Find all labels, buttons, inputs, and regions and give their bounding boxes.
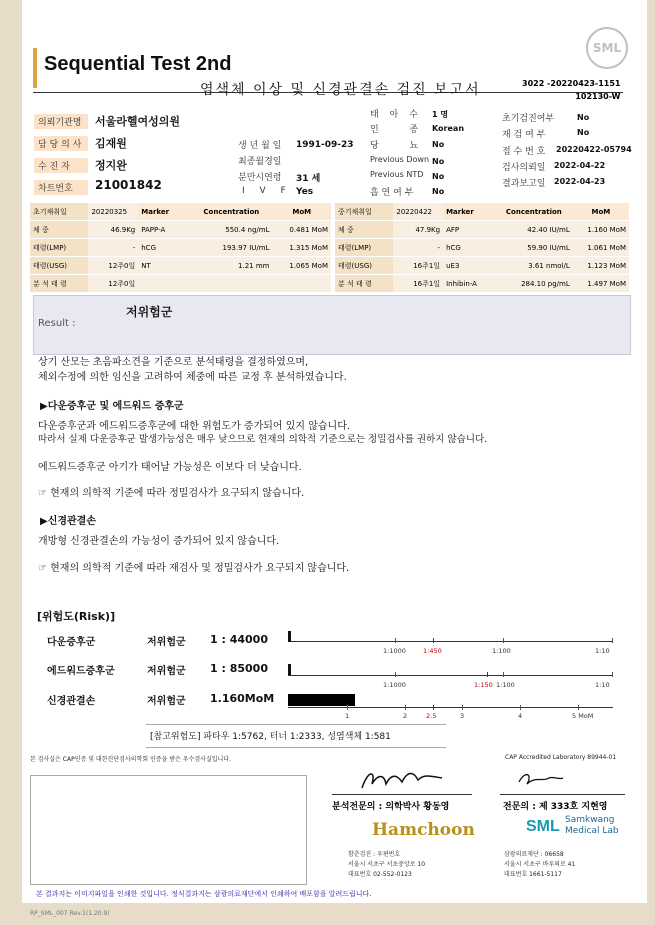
first-check-value: No bbox=[577, 113, 590, 122]
retest-value: No bbox=[577, 128, 590, 137]
ntd-tick bbox=[578, 705, 579, 710]
analyst-signature-icon bbox=[358, 766, 448, 794]
body-line-5: 에드워드증후군 아기가 태어날 가능성은 이보다 더 낮습니다. bbox=[38, 462, 302, 473]
footer-notice: 본 결과지는 이미지파일을 인쇄한 것입니다. 정식결과지는 삼광의료재단에서 인쇄하여 배포함을 알려드립니다. bbox=[36, 890, 372, 898]
ft-value: 20220325 bbox=[88, 203, 138, 221]
body-line-8: ☞ 현재의 의학적 기준에 따라 재검사 및 정밀검사가 요구되지 않습니다. bbox=[38, 563, 350, 574]
sml-logo-text: SML bbox=[526, 818, 560, 835]
down-tick bbox=[612, 638, 613, 643]
ntd-tick-label: 5 MoM bbox=[572, 712, 594, 720]
st-value: 20220422 bbox=[393, 203, 443, 221]
chart-value: 21001842 bbox=[95, 178, 162, 192]
ft-mom: 0.481 MoM bbox=[273, 221, 332, 239]
fetus-label: 태 아 수 bbox=[370, 110, 422, 120]
edwards-tick bbox=[395, 672, 396, 677]
document-number bbox=[522, 77, 621, 103]
table-row bbox=[335, 275, 629, 293]
table-row bbox=[335, 203, 629, 221]
expert-signature-icon bbox=[515, 768, 565, 790]
st-conc: 59.90 IU/mL bbox=[495, 239, 573, 257]
ft-marker: NT bbox=[138, 257, 190, 275]
report-date-label: 결과보고일 bbox=[502, 179, 546, 189]
st-value: 16주1일 bbox=[393, 257, 443, 275]
ntd-tick-label: 2 bbox=[403, 712, 408, 720]
down-tick-label-cutoff: 1:450 bbox=[423, 647, 442, 655]
sml-logo-icon: SML bbox=[586, 27, 628, 69]
analyst-name: 분석전문의 : 의학박사 황동영 bbox=[332, 802, 450, 812]
st-conc: 284.10 pg/mL bbox=[495, 275, 573, 293]
table-row bbox=[335, 239, 629, 257]
st-conc: 3.61 nmol/L bbox=[495, 257, 573, 275]
edwards-risk-marker bbox=[288, 664, 291, 675]
down-tick-label: 1:10 bbox=[595, 647, 610, 655]
age-value: 31 세 bbox=[296, 174, 321, 184]
lmp-label: 최종월경일 bbox=[238, 157, 282, 167]
ntd-risk-name: 신경관결손 bbox=[47, 696, 96, 707]
ntd-tick-label: 1 bbox=[345, 712, 350, 720]
ft-conc bbox=[190, 275, 272, 293]
ft-value: 12주0일 bbox=[88, 257, 138, 275]
st-marker: AFP bbox=[443, 221, 495, 239]
result-label: Result : bbox=[38, 318, 76, 329]
age-label: 분만시연령 bbox=[238, 173, 282, 183]
down-risk-name: 다운증후군 bbox=[47, 637, 96, 648]
st-label: 중기채취일 bbox=[335, 203, 393, 221]
edwards-risk-value: 1 : 85000 bbox=[210, 662, 268, 675]
ntd-mom-bar bbox=[288, 694, 355, 706]
first-check-label: 초기검진여부 bbox=[502, 114, 555, 124]
ivf-value: Yes bbox=[296, 187, 314, 197]
smoking-label: 흡 연 여 부 bbox=[370, 188, 414, 198]
risk-title: [위험도(Risk)] bbox=[37, 610, 116, 623]
ft-conc: Concentration bbox=[190, 203, 272, 221]
ft-marker: Marker bbox=[138, 203, 190, 221]
ft-conc: 550.4 ng/mL bbox=[190, 221, 272, 239]
st-conc: 42.40 IU/mL bbox=[495, 221, 573, 239]
prev-down-value: No bbox=[432, 157, 445, 166]
body-line-6: ☞ 현재의 의학적 기준에 따라 정밀검사가 요구되지 않습니다. bbox=[38, 488, 305, 499]
smoking-value: No bbox=[432, 187, 445, 196]
ntd-risk-value: 1.160MoM bbox=[210, 692, 275, 705]
sml-sub-1: Samkwang bbox=[565, 815, 615, 825]
ft-value: 46.9Kg bbox=[88, 221, 138, 239]
hospital-label: 의뢰기관명 bbox=[34, 114, 88, 129]
down-risk-marker bbox=[288, 631, 291, 642]
ft-value: 12주0일 bbox=[88, 275, 138, 293]
ntd-cutoff-tick bbox=[433, 705, 434, 710]
ntd-tick bbox=[462, 705, 463, 710]
st-value: 47.9Kg bbox=[393, 221, 443, 239]
ft-value: - bbox=[88, 239, 138, 257]
st-mom: MoM bbox=[573, 203, 629, 221]
body-line-1: 상기 산모는 초음파소견을 기준으로 분석태령을 결정하였으며, bbox=[38, 357, 309, 368]
hamchoon-address-line: 대표번호 02-552-0123 bbox=[348, 871, 412, 878]
chart-label: 차트번호 bbox=[34, 180, 88, 195]
ntd-heading: ▶신경관결손 bbox=[40, 516, 96, 527]
body-line-7: 개방형 신경관결손의 가능성이 증가되어 있지 않습니다. bbox=[38, 536, 280, 547]
hamchoon-address bbox=[348, 850, 425, 880]
examinee-value: 정지완 bbox=[95, 159, 127, 172]
down-tick bbox=[503, 638, 504, 643]
ntd-tick bbox=[347, 705, 348, 710]
ft-conc: 193.97 IU/mL bbox=[190, 239, 272, 257]
sml-address bbox=[504, 850, 575, 880]
report-date-value: 2022-04-23 bbox=[554, 177, 606, 186]
ntd-tick bbox=[520, 705, 521, 710]
st-label: 태령(USG) bbox=[335, 257, 393, 275]
ntd-risk-level: 저위험군 bbox=[147, 696, 186, 707]
edwards-risk-name: 에드워드증후군 bbox=[47, 666, 115, 677]
sml-sub-2: Medical Lab bbox=[565, 826, 619, 836]
hamchoon-address-line: 서울시 서초구 서초중앙로 10 bbox=[348, 861, 426, 868]
receipt-label: 접 수 번 호 bbox=[502, 147, 546, 157]
footer-cap-note: 본 검사실은 CAP인증 및 대한진단검사의학회 인증을 받은 우수검사실입니다. bbox=[30, 756, 232, 763]
diabetes-value: No bbox=[432, 140, 445, 149]
hospital-value: 서울라헬여성의원 bbox=[95, 115, 181, 128]
sml-address-line: 삼광의료재단 : 06658 bbox=[504, 851, 564, 858]
st-label: 분 석 태 령 bbox=[335, 275, 393, 293]
table-row bbox=[335, 221, 629, 239]
fetus-value: 1 명 bbox=[432, 110, 449, 119]
examinee-label: 수 진 자 bbox=[34, 158, 88, 173]
edwards-risk-axis bbox=[288, 675, 613, 676]
report-subtitle: 염색체 이상 및 신경관결손 검진 보고서 bbox=[200, 82, 481, 98]
st-label: 태령(LMP) bbox=[335, 239, 393, 257]
down-tick-label: 1:1000 bbox=[383, 647, 406, 655]
st-marker: Inhibin-A bbox=[443, 275, 495, 293]
footer-cap-number: CAP Accredited Laboratory 89944-01 bbox=[505, 754, 617, 761]
st-mom: 1.123 MoM bbox=[573, 257, 629, 275]
prev-ntd-label: Previous NTD bbox=[370, 170, 424, 179]
st-mom: 1.160 MoM bbox=[573, 221, 629, 239]
ft-mom bbox=[273, 275, 332, 293]
edwards-tick-label-cutoff: 1:150 bbox=[474, 681, 493, 689]
birth-label: 생 년 월 일 bbox=[238, 141, 282, 151]
st-marker: Marker bbox=[443, 203, 495, 221]
sml-address-line: 대표번호 1661-5117 bbox=[504, 871, 562, 878]
down-risk-level: 저위험군 bbox=[147, 637, 186, 648]
ft-label: 체 중 bbox=[30, 221, 88, 239]
second-trimester-table bbox=[335, 203, 629, 293]
ft-marker: PAPP-A bbox=[138, 221, 190, 239]
ivf-label: I V F bbox=[242, 186, 292, 196]
edwards-tick-label: 1:100 bbox=[496, 681, 515, 689]
hamchoon-logo: Hamchoon bbox=[372, 820, 475, 840]
expert-name: 전문의 : 제 333호 지현영 bbox=[503, 802, 608, 812]
edwards-tick-label: 1:10 bbox=[595, 681, 610, 689]
st-label: 체 중 bbox=[335, 221, 393, 239]
st-mom: 1.061 MoM bbox=[573, 239, 629, 257]
table-row bbox=[30, 221, 331, 239]
body-line-4: 따라서 실제 다운증후군 발생가능성은 매우 낮으므로 현재의 의학적 기준으로는 정밀검사를 권하지 않습니다. bbox=[38, 434, 488, 445]
ft-mom: 1.315 MoM bbox=[273, 239, 332, 257]
prev-ntd-value: No bbox=[432, 172, 445, 181]
table-row bbox=[30, 257, 331, 275]
ft-label: 태령(USG) bbox=[30, 257, 88, 275]
result-box bbox=[33, 295, 631, 355]
sml-logo-sub bbox=[565, 815, 619, 837]
down-cutoff-tick bbox=[433, 638, 434, 643]
st-marker: hCG bbox=[443, 239, 495, 257]
ft-marker: hCG bbox=[138, 239, 190, 257]
edwards-risk-level: 저위험군 bbox=[147, 666, 186, 677]
diabetes-label: 당 뇨 bbox=[370, 141, 433, 151]
down-tick bbox=[395, 638, 396, 643]
st-conc: Concentration bbox=[495, 203, 573, 221]
ntd-risk-axis bbox=[288, 707, 613, 708]
expert-sign-line bbox=[500, 794, 625, 795]
reference-risk: [참고위험도] 파타우 1:5762, 터너 1:2333, 성염색체 1:581 bbox=[150, 732, 391, 742]
ft-conc: 1.21 mm bbox=[190, 257, 272, 275]
receipt-value: 20220422-05794 bbox=[556, 145, 632, 154]
ntd-tick-label: 3 bbox=[460, 712, 465, 720]
st-mom: 1.497 MoM bbox=[573, 275, 629, 293]
edwards-tick-label: 1:1000 bbox=[383, 681, 406, 689]
doc-no-line-2: 102130-W bbox=[575, 92, 621, 101]
request-date-label: 검사의뢰일 bbox=[502, 163, 546, 173]
body-line-2: 체외수정에 의한 임신을 고려하여 체중에 따른 교정 후 분석하였습니다. bbox=[38, 372, 347, 383]
result-value: 저위험군 bbox=[126, 305, 173, 319]
table-row bbox=[30, 239, 331, 257]
prev-down-label: Previous Down bbox=[370, 155, 430, 164]
analyst-sign-line bbox=[332, 794, 472, 795]
st-marker: uE3 bbox=[443, 257, 495, 275]
hamchoon-address-line: 함춘검진 : 우편번호 bbox=[348, 851, 401, 858]
ft-mom: 1.065 MoM bbox=[273, 257, 332, 275]
birth-value: 1991-09-23 bbox=[296, 140, 354, 150]
doctor-value: 김재원 bbox=[95, 137, 127, 150]
footer-version: RP_SML_007 Rev.1(1.20.9) bbox=[30, 910, 110, 917]
ntd-tick-label-cutoff: 2.5 bbox=[426, 712, 437, 720]
request-date-value: 2022-04-22 bbox=[554, 161, 606, 170]
ntd-tick bbox=[405, 705, 406, 710]
ft-label: 분 석 태 령 bbox=[30, 275, 88, 293]
ft-label: 초기채취일 bbox=[30, 203, 88, 221]
first-trimester-table bbox=[30, 203, 331, 293]
edwards-cutoff-tick bbox=[487, 672, 488, 677]
retest-label: 재 검 여 부 bbox=[502, 130, 546, 140]
table-row bbox=[335, 257, 629, 275]
report-title: Sequential Test 2nd bbox=[44, 53, 232, 75]
race-label: 인 종 bbox=[370, 125, 433, 135]
down-risk-axis bbox=[288, 641, 613, 642]
doctor-label: 담 당 의 사 bbox=[34, 136, 88, 151]
st-value: - bbox=[393, 239, 443, 257]
ft-marker bbox=[138, 275, 190, 293]
ft-mom: MoM bbox=[273, 203, 332, 221]
sml-address-line: 서울시 서초구 바우뫼로 41 bbox=[504, 861, 576, 868]
st-value: 16주1일 bbox=[393, 275, 443, 293]
body-line-3: 다운증후군과 에드워드증후군에 대한 위험도가 증가되어 있지 않습니다. bbox=[38, 421, 351, 432]
doc-no-line-1: 3022 -20220423-1151 bbox=[522, 79, 621, 88]
edwards-tick bbox=[612, 672, 613, 677]
table-row bbox=[30, 203, 331, 221]
title-accent-bar bbox=[33, 48, 37, 88]
ntd-tick-label: 4 bbox=[518, 712, 523, 720]
edwards-tick bbox=[503, 672, 504, 677]
memo-box bbox=[30, 775, 307, 885]
table-row bbox=[30, 275, 331, 293]
ft-label: 태령(LMP) bbox=[30, 239, 88, 257]
down-edwards-heading: ▶다운증후군 및 에드워드 증후군 bbox=[40, 401, 184, 412]
down-tick-label: 1:100 bbox=[492, 647, 511, 655]
race-value: Korean bbox=[432, 124, 465, 133]
down-risk-value: 1 : 44000 bbox=[210, 633, 268, 646]
